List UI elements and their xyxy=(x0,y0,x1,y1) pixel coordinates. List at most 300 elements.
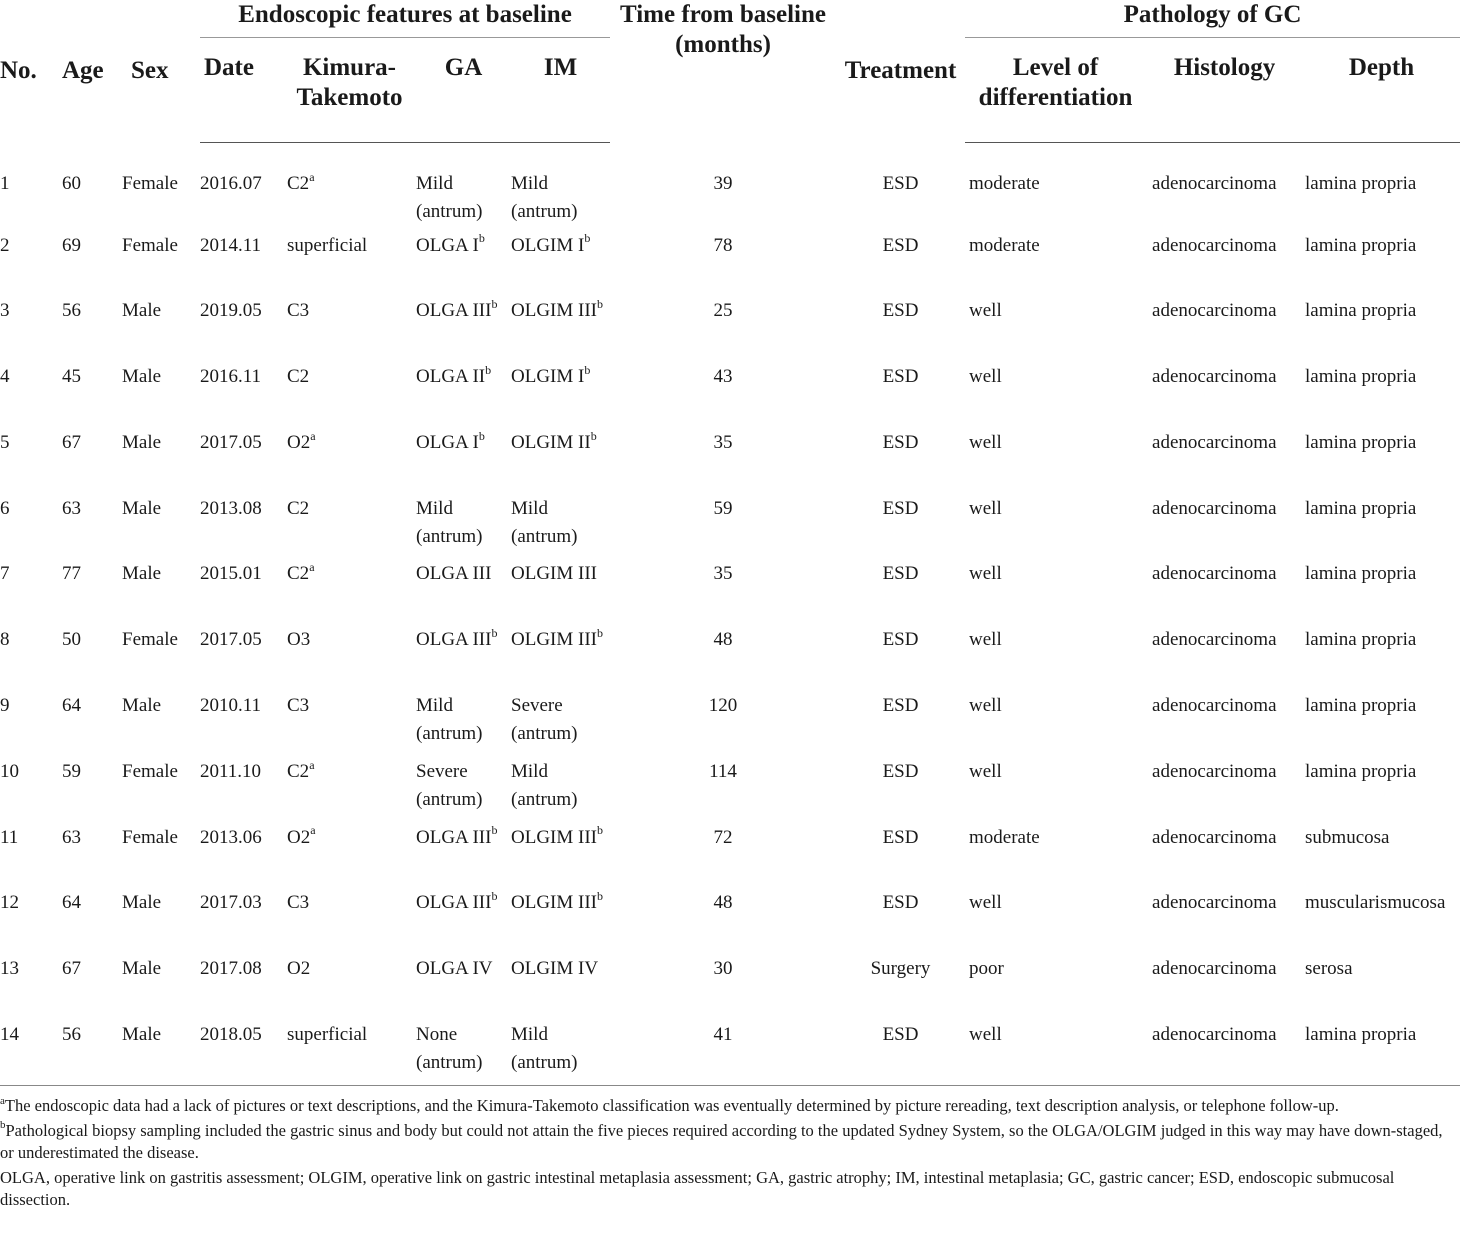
cell-no-text: 14 xyxy=(0,1024,19,1046)
cell-level-of-differentiation-text: well xyxy=(969,497,1002,519)
cell-age xyxy=(62,889,121,955)
cell-histology xyxy=(1146,560,1303,626)
cell-age xyxy=(62,758,121,824)
cell-date xyxy=(200,232,283,298)
cell-histology xyxy=(1146,1021,1303,1087)
cell-time xyxy=(610,1021,836,1087)
cell-level-of-differentiation-text: well xyxy=(969,695,1002,717)
cell-kimura-takemoto xyxy=(283,692,416,758)
table-row xyxy=(0,758,1460,824)
cell-histology xyxy=(1146,495,1303,561)
cell-depth-text: lamina propria xyxy=(1305,563,1417,585)
header-im: IM xyxy=(511,38,610,143)
cell-sex-text: Male xyxy=(122,300,162,322)
cell-time xyxy=(610,692,836,758)
cell-depth xyxy=(1303,297,1460,363)
cell-age-text: 45 xyxy=(62,366,81,388)
cell-date xyxy=(200,692,283,758)
cell-im-text: OLGIM III xyxy=(511,892,598,914)
header-no: No. xyxy=(0,57,37,85)
header-treatment: Treatment xyxy=(844,57,957,85)
table-row xyxy=(0,626,1460,692)
footnote-b xyxy=(0,1120,1460,1165)
cell-kimura-takemoto-text: O3 xyxy=(287,629,311,651)
cell-ga-text: OLGA I xyxy=(416,234,479,256)
cell-im-text: Severe (antrum) xyxy=(511,695,578,745)
cell-kimura-takemoto xyxy=(283,560,416,626)
cell-kimura-takemoto xyxy=(283,363,416,429)
cell-sex xyxy=(121,758,200,824)
cell-kimura-takemoto-footnote-mark: a xyxy=(309,560,315,575)
cell-ga-footnote-mark: b xyxy=(485,362,492,377)
cell-level-of-differentiation xyxy=(965,232,1146,298)
cell-im-text: OLGIM III xyxy=(511,300,598,322)
cell-age-text: 63 xyxy=(62,826,81,848)
cell-age-text: 56 xyxy=(62,1024,81,1046)
cell-sex-text: Female xyxy=(122,760,178,782)
cell-treatment-text: ESD xyxy=(882,234,919,256)
cell-sex xyxy=(121,626,200,692)
cell-age xyxy=(62,692,121,758)
cell-depth-text: lamina propria xyxy=(1305,629,1417,651)
cell-im-footnote-mark: b xyxy=(584,231,591,246)
cell-im-text: Mild (antrum) xyxy=(511,173,578,222)
cell-level-of-differentiation-text: well xyxy=(969,563,1002,585)
cell-ga-text: Mild (antrum) xyxy=(416,173,483,222)
cell-no xyxy=(0,143,62,232)
cell-im-footnote-mark: b xyxy=(597,625,604,640)
table-header xyxy=(0,0,1460,143)
cell-ga xyxy=(416,429,511,495)
cell-date-text: 2011.10 xyxy=(200,760,262,782)
cell-ga xyxy=(416,143,511,232)
header-level-of-differentiation: Level of differentiation xyxy=(965,38,1146,143)
cell-date-text: 2013.08 xyxy=(200,497,262,519)
cell-date xyxy=(200,1021,283,1087)
cell-treatment-text: ESD xyxy=(882,172,919,194)
cell-histology-text: adenocarcinoma xyxy=(1152,629,1277,651)
cell-sex xyxy=(121,363,200,429)
cell-time xyxy=(610,429,836,495)
cell-no-text: 7 xyxy=(0,563,10,585)
cell-kimura-takemoto-text: C2 xyxy=(287,173,310,194)
cell-im-text: Mild (antrum) xyxy=(511,760,578,810)
cell-ga-text: Mild (antrum) xyxy=(416,695,483,745)
cell-date-text: 2014.11 xyxy=(200,234,262,256)
cell-age xyxy=(62,955,121,1021)
cell-level-of-differentiation xyxy=(965,429,1146,495)
cell-ga-footnote-mark: b xyxy=(491,296,498,311)
table-row xyxy=(0,143,1460,232)
cell-im-text: Mild (antrum) xyxy=(511,1024,578,1074)
cell-no-text: 3 xyxy=(0,300,10,322)
cell-ga-footnote-mark: b xyxy=(478,231,485,246)
cell-ga-text: OLGA IV xyxy=(416,958,493,980)
cell-kimura-takemoto-footnote-mark: a xyxy=(310,428,316,443)
cell-im xyxy=(511,824,610,890)
cell-ga-text: Mild (antrum) xyxy=(416,497,483,547)
cell-ga xyxy=(416,955,511,1021)
cell-histology-text: adenocarcinoma xyxy=(1152,826,1277,848)
cell-histology xyxy=(1146,363,1303,429)
cell-date xyxy=(200,363,283,429)
cell-treatment-text: ESD xyxy=(882,563,919,585)
cell-sex xyxy=(121,560,200,626)
cell-treatment-text: ESD xyxy=(882,497,919,519)
cell-no xyxy=(0,297,62,363)
cell-level-of-differentiation xyxy=(965,824,1146,890)
cell-depth xyxy=(1303,758,1460,824)
table-row xyxy=(0,692,1460,758)
cell-no xyxy=(0,889,62,955)
cell-time xyxy=(610,495,836,561)
cell-level-of-differentiation-text: well xyxy=(969,629,1002,651)
cell-date-text: 2015.01 xyxy=(200,563,262,585)
table-body xyxy=(0,143,1460,1087)
cell-im xyxy=(511,560,610,626)
cell-level-of-differentiation xyxy=(965,626,1146,692)
cell-no-text: 9 xyxy=(0,695,10,717)
cell-date-text: 2018.05 xyxy=(200,1024,262,1046)
cell-depth-text: submucosa xyxy=(1305,826,1390,848)
cell-kimura-takemoto-footnote-mark: a xyxy=(310,823,316,838)
cell-ga xyxy=(416,1021,511,1087)
cell-level-of-differentiation-text: well xyxy=(969,1024,1002,1046)
cell-age xyxy=(62,297,121,363)
cell-no xyxy=(0,232,62,298)
cell-im xyxy=(511,297,610,363)
cell-level-of-differentiation-text: moderate xyxy=(969,173,1040,194)
cell-kimura-takemoto xyxy=(283,626,416,692)
cell-treatment xyxy=(836,758,965,824)
footnote-b-mark: b xyxy=(0,1119,6,1131)
table-row xyxy=(0,429,1460,495)
cell-date xyxy=(200,560,283,626)
cell-depth-text: lamina propria xyxy=(1305,497,1417,519)
cell-level-of-differentiation-text: well xyxy=(969,892,1002,914)
cell-time-text: 35 xyxy=(713,563,733,585)
cell-ga-footnote-mark: b xyxy=(491,625,498,640)
cell-date-text: 2019.05 xyxy=(200,300,262,322)
cell-kimura-takemoto-text: C2 xyxy=(287,497,310,519)
cell-no-text: 13 xyxy=(0,958,19,980)
cell-im xyxy=(511,626,610,692)
cell-histology xyxy=(1146,955,1303,1021)
header-endoscopic-group: Endoscopic features at baseline xyxy=(200,0,610,38)
cell-ga-footnote-mark: b xyxy=(491,889,498,904)
cell-sex-text: Male xyxy=(122,563,162,585)
cell-time xyxy=(610,143,836,232)
cell-sex-text: Male xyxy=(122,958,162,980)
cell-age-text: 56 xyxy=(62,300,81,322)
cell-histology xyxy=(1146,143,1303,232)
cell-treatment-text: ESD xyxy=(882,826,919,848)
cell-date xyxy=(200,955,283,1021)
cell-level-of-differentiation xyxy=(965,143,1146,232)
cell-time xyxy=(610,232,836,298)
cell-date xyxy=(200,824,283,890)
cell-histology-text: adenocarcinoma xyxy=(1152,1024,1277,1046)
cell-depth xyxy=(1303,824,1460,890)
cell-ga-footnote-mark: b xyxy=(478,428,485,443)
cell-age-text: 77 xyxy=(62,563,81,585)
table-row xyxy=(0,363,1460,429)
cell-im xyxy=(511,429,610,495)
cell-histology-text: adenocarcinoma xyxy=(1152,497,1277,519)
header-age: Age xyxy=(62,57,104,85)
cell-im-footnote-mark: b xyxy=(597,823,604,838)
cell-ga xyxy=(416,495,511,561)
cell-date xyxy=(200,889,283,955)
cell-ga-text: OLGA II xyxy=(416,366,486,388)
cell-time-text: 30 xyxy=(713,958,733,980)
cell-treatment xyxy=(836,955,965,1021)
cell-level-of-differentiation xyxy=(965,889,1146,955)
cell-level-of-differentiation xyxy=(965,955,1146,1021)
footnote-b-text: Pathological biopsy sampling included the gastric sinus and body but could not attain the five pieces required according to the updated Sydney System, so the OLGA/OLGIM judged in this way may have down-staged, or underestimated the disease. xyxy=(0,1120,1443,1162)
cell-treatment xyxy=(836,626,965,692)
cell-age xyxy=(62,626,121,692)
cell-depth-text: lamina propria xyxy=(1305,173,1417,194)
cell-no-text: 10 xyxy=(0,760,19,782)
header-date: Date xyxy=(200,38,283,143)
cell-histology-text: adenocarcinoma xyxy=(1152,431,1277,453)
cell-age-text: 50 xyxy=(62,629,81,651)
cell-im-text: OLGIM III xyxy=(511,563,598,585)
cell-date-text: 2017.08 xyxy=(200,958,262,980)
cell-treatment-text: ESD xyxy=(882,629,919,651)
cell-treatment-text: ESD xyxy=(882,431,919,453)
cell-ga xyxy=(416,626,511,692)
cell-histology xyxy=(1146,429,1303,495)
cell-date-text: 2017.03 xyxy=(200,892,262,914)
cell-sex-text: Male xyxy=(122,431,162,453)
cell-time-text: 48 xyxy=(713,892,733,914)
cell-date-text: 2010.11 xyxy=(200,695,262,717)
cell-depth-text: lamina propria xyxy=(1305,1024,1417,1046)
cell-sex-text: Male xyxy=(122,1024,162,1046)
cell-histology xyxy=(1146,297,1303,363)
cell-sex-text: Male xyxy=(122,892,162,914)
cell-depth-text: lamina propria xyxy=(1305,760,1417,782)
cell-histology-text: adenocarcinoma xyxy=(1152,173,1277,194)
cell-im-footnote-mark: b xyxy=(590,428,597,443)
cell-level-of-differentiation xyxy=(965,560,1146,626)
cell-age-text: 67 xyxy=(62,431,81,453)
cell-treatment-text: ESD xyxy=(882,366,919,388)
header-histology: Histology xyxy=(1146,38,1303,143)
cell-treatment xyxy=(836,363,965,429)
header-time-from-baseline: Time from baseline (months) xyxy=(620,1,827,58)
cell-age xyxy=(62,824,121,890)
cell-im-footnote-mark: b xyxy=(584,362,591,377)
cell-age-text: 64 xyxy=(62,695,81,717)
cell-depth-text: lamina propria xyxy=(1305,300,1417,322)
cell-no xyxy=(0,626,62,692)
cell-no xyxy=(0,429,62,495)
cell-level-of-differentiation xyxy=(965,495,1146,561)
cell-depth xyxy=(1303,626,1460,692)
cell-time xyxy=(610,626,836,692)
cell-date xyxy=(200,495,283,561)
cell-time-text: 43 xyxy=(713,366,733,388)
cell-age xyxy=(62,363,121,429)
cell-sex xyxy=(121,889,200,955)
cell-date xyxy=(200,297,283,363)
cell-ga-text: OLGA III xyxy=(416,892,492,914)
header-sex: Sex xyxy=(131,57,169,85)
cell-age-text: 67 xyxy=(62,958,81,980)
cell-im-text: OLGIM I xyxy=(511,366,585,388)
cell-level-of-differentiation xyxy=(965,692,1146,758)
cell-treatment xyxy=(836,889,965,955)
cell-kimura-takemoto xyxy=(283,889,416,955)
cell-date xyxy=(200,758,283,824)
cell-kimura-takemoto xyxy=(283,232,416,298)
cell-time xyxy=(610,758,836,824)
cell-im xyxy=(511,143,610,232)
cell-date xyxy=(200,626,283,692)
cell-histology xyxy=(1146,232,1303,298)
cell-level-of-differentiation-text: well xyxy=(969,431,1002,453)
cell-age xyxy=(62,143,121,232)
cell-im xyxy=(511,1021,610,1087)
cell-sex xyxy=(121,955,200,1021)
cell-level-of-differentiation-text: moderate xyxy=(969,234,1040,256)
cell-ga-text: OLGA III xyxy=(416,826,492,848)
cell-treatment xyxy=(836,143,965,232)
cell-kimura-takemoto-text: C3 xyxy=(287,892,310,914)
table-row xyxy=(0,824,1460,890)
table-row xyxy=(0,495,1460,561)
cell-histology xyxy=(1146,758,1303,824)
cell-date-text: 2016.07 xyxy=(200,173,262,194)
cell-depth-text: lamina propria xyxy=(1305,431,1417,453)
cell-level-of-differentiation-text: well xyxy=(969,760,1002,782)
cell-level-of-differentiation-text: poor xyxy=(969,958,1004,980)
cell-sex xyxy=(121,495,200,561)
cell-sex xyxy=(121,1021,200,1087)
cell-depth xyxy=(1303,692,1460,758)
footnote-abbreviations: OLGA, operative link on gastritis assessment; OLGIM, operative link on gastric intestinal metaplasia assessment; GA, gastric atrophy; IM, intestinal metaplasia; GC, gastric cancer; ESD, endoscopic submucosal dissection. xyxy=(0,1167,1395,1209)
cell-ga xyxy=(416,758,511,824)
cell-time xyxy=(610,560,836,626)
cell-kimura-takemoto xyxy=(283,143,416,232)
cell-time xyxy=(610,889,836,955)
cell-ga-text: OLGA I xyxy=(416,431,479,453)
cell-sex-text: Female xyxy=(122,172,178,194)
cell-date xyxy=(200,143,283,232)
cell-treatment-text: ESD xyxy=(882,695,919,717)
cell-age xyxy=(62,1021,121,1087)
cell-treatment xyxy=(836,232,965,298)
cell-kimura-takemoto xyxy=(283,1021,416,1087)
cell-level-of-differentiation-text: well xyxy=(969,366,1002,388)
cell-sex-text: Female xyxy=(122,234,178,256)
cell-sex xyxy=(121,429,200,495)
cell-depth-text: serosa xyxy=(1305,958,1353,980)
cell-age-text: 60 xyxy=(62,172,81,194)
cell-histology xyxy=(1146,824,1303,890)
cell-histology xyxy=(1146,889,1303,955)
cell-kimura-takemoto xyxy=(283,824,416,890)
cell-time xyxy=(610,955,836,1021)
cell-level-of-differentiation-text: moderate xyxy=(969,826,1040,848)
cell-age xyxy=(62,232,121,298)
cell-no xyxy=(0,560,62,626)
cell-age-text: 59 xyxy=(62,760,81,782)
cell-ga-text: OLGA III xyxy=(416,300,492,322)
cell-im-footnote-mark: b xyxy=(597,889,604,904)
cell-histology-text: adenocarcinoma xyxy=(1152,563,1277,585)
cell-level-of-differentiation xyxy=(965,1021,1146,1087)
cell-sex-text: Female xyxy=(122,826,178,848)
cell-treatment-text: ESD xyxy=(882,300,919,322)
cell-kimura-takemoto-text: O2 xyxy=(287,431,311,453)
cell-kimura-takemoto xyxy=(283,429,416,495)
cell-kimura-takemoto-footnote-mark: a xyxy=(309,169,315,184)
cell-kimura-takemoto-text: O2 xyxy=(287,958,311,980)
header-pathology-group: Pathology of GC xyxy=(965,0,1460,38)
cell-ga xyxy=(416,363,511,429)
cell-histology-text: adenocarcinoma xyxy=(1152,958,1277,980)
cell-age xyxy=(62,560,121,626)
cell-treatment xyxy=(836,297,965,363)
cell-treatment xyxy=(836,429,965,495)
cell-sex xyxy=(121,692,200,758)
cell-depth xyxy=(1303,495,1460,561)
footnotes xyxy=(0,1085,1460,1214)
cell-im xyxy=(511,692,610,758)
cell-treatment-text: ESD xyxy=(882,892,919,914)
cell-depth xyxy=(1303,232,1460,298)
cell-kimura-takemoto-text: O2 xyxy=(287,826,311,848)
cell-kimura-takemoto xyxy=(283,758,416,824)
header-depth: Depth xyxy=(1303,38,1460,143)
cell-histology-text: adenocarcinoma xyxy=(1152,300,1277,322)
footnote-a-text: The endoscopic data had a lack of pictures or text descriptions, and the Kimura-Takemoto classification was eventually determined by picture rereading, text description analysis, or telephone follow-up. xyxy=(4,1096,1339,1115)
cell-level-of-differentiation xyxy=(965,297,1146,363)
cell-treatment xyxy=(836,824,965,890)
cell-histology-text: adenocarcinoma xyxy=(1152,695,1277,717)
header-ga: GA xyxy=(416,38,511,143)
cell-kimura-takemoto-text: C3 xyxy=(287,695,310,717)
cell-treatment xyxy=(836,1021,965,1087)
cell-time xyxy=(610,824,836,890)
cell-ga xyxy=(416,560,511,626)
cell-age-text: 69 xyxy=(62,234,81,256)
cell-kimura-takemoto-text: C2 xyxy=(287,563,310,585)
cell-ga xyxy=(416,297,511,363)
footnote-a xyxy=(0,1095,1460,1118)
cell-kimura-takemoto-text: superficial xyxy=(287,234,368,256)
cell-sex-text: Male xyxy=(122,497,162,519)
cell-histology xyxy=(1146,692,1303,758)
cell-ga-footnote-mark: b xyxy=(491,823,498,838)
cell-kimura-takemoto xyxy=(283,495,416,561)
cell-ga-text: None (antrum) xyxy=(416,1024,483,1074)
cell-kimura-takemoto-text: C3 xyxy=(287,300,310,322)
cell-depth-text: lamina propria xyxy=(1305,234,1417,256)
cell-depth-text: lamina propria xyxy=(1305,695,1417,717)
cell-depth xyxy=(1303,560,1460,626)
cell-no-text: 12 xyxy=(0,892,19,914)
cell-level-of-differentiation-text: well xyxy=(969,300,1002,322)
cell-no-text: 2 xyxy=(0,234,10,256)
cell-depth xyxy=(1303,429,1460,495)
cell-depth-text: muscularismucosa xyxy=(1305,892,1446,914)
cell-ga-text: OLGA III xyxy=(416,629,492,651)
